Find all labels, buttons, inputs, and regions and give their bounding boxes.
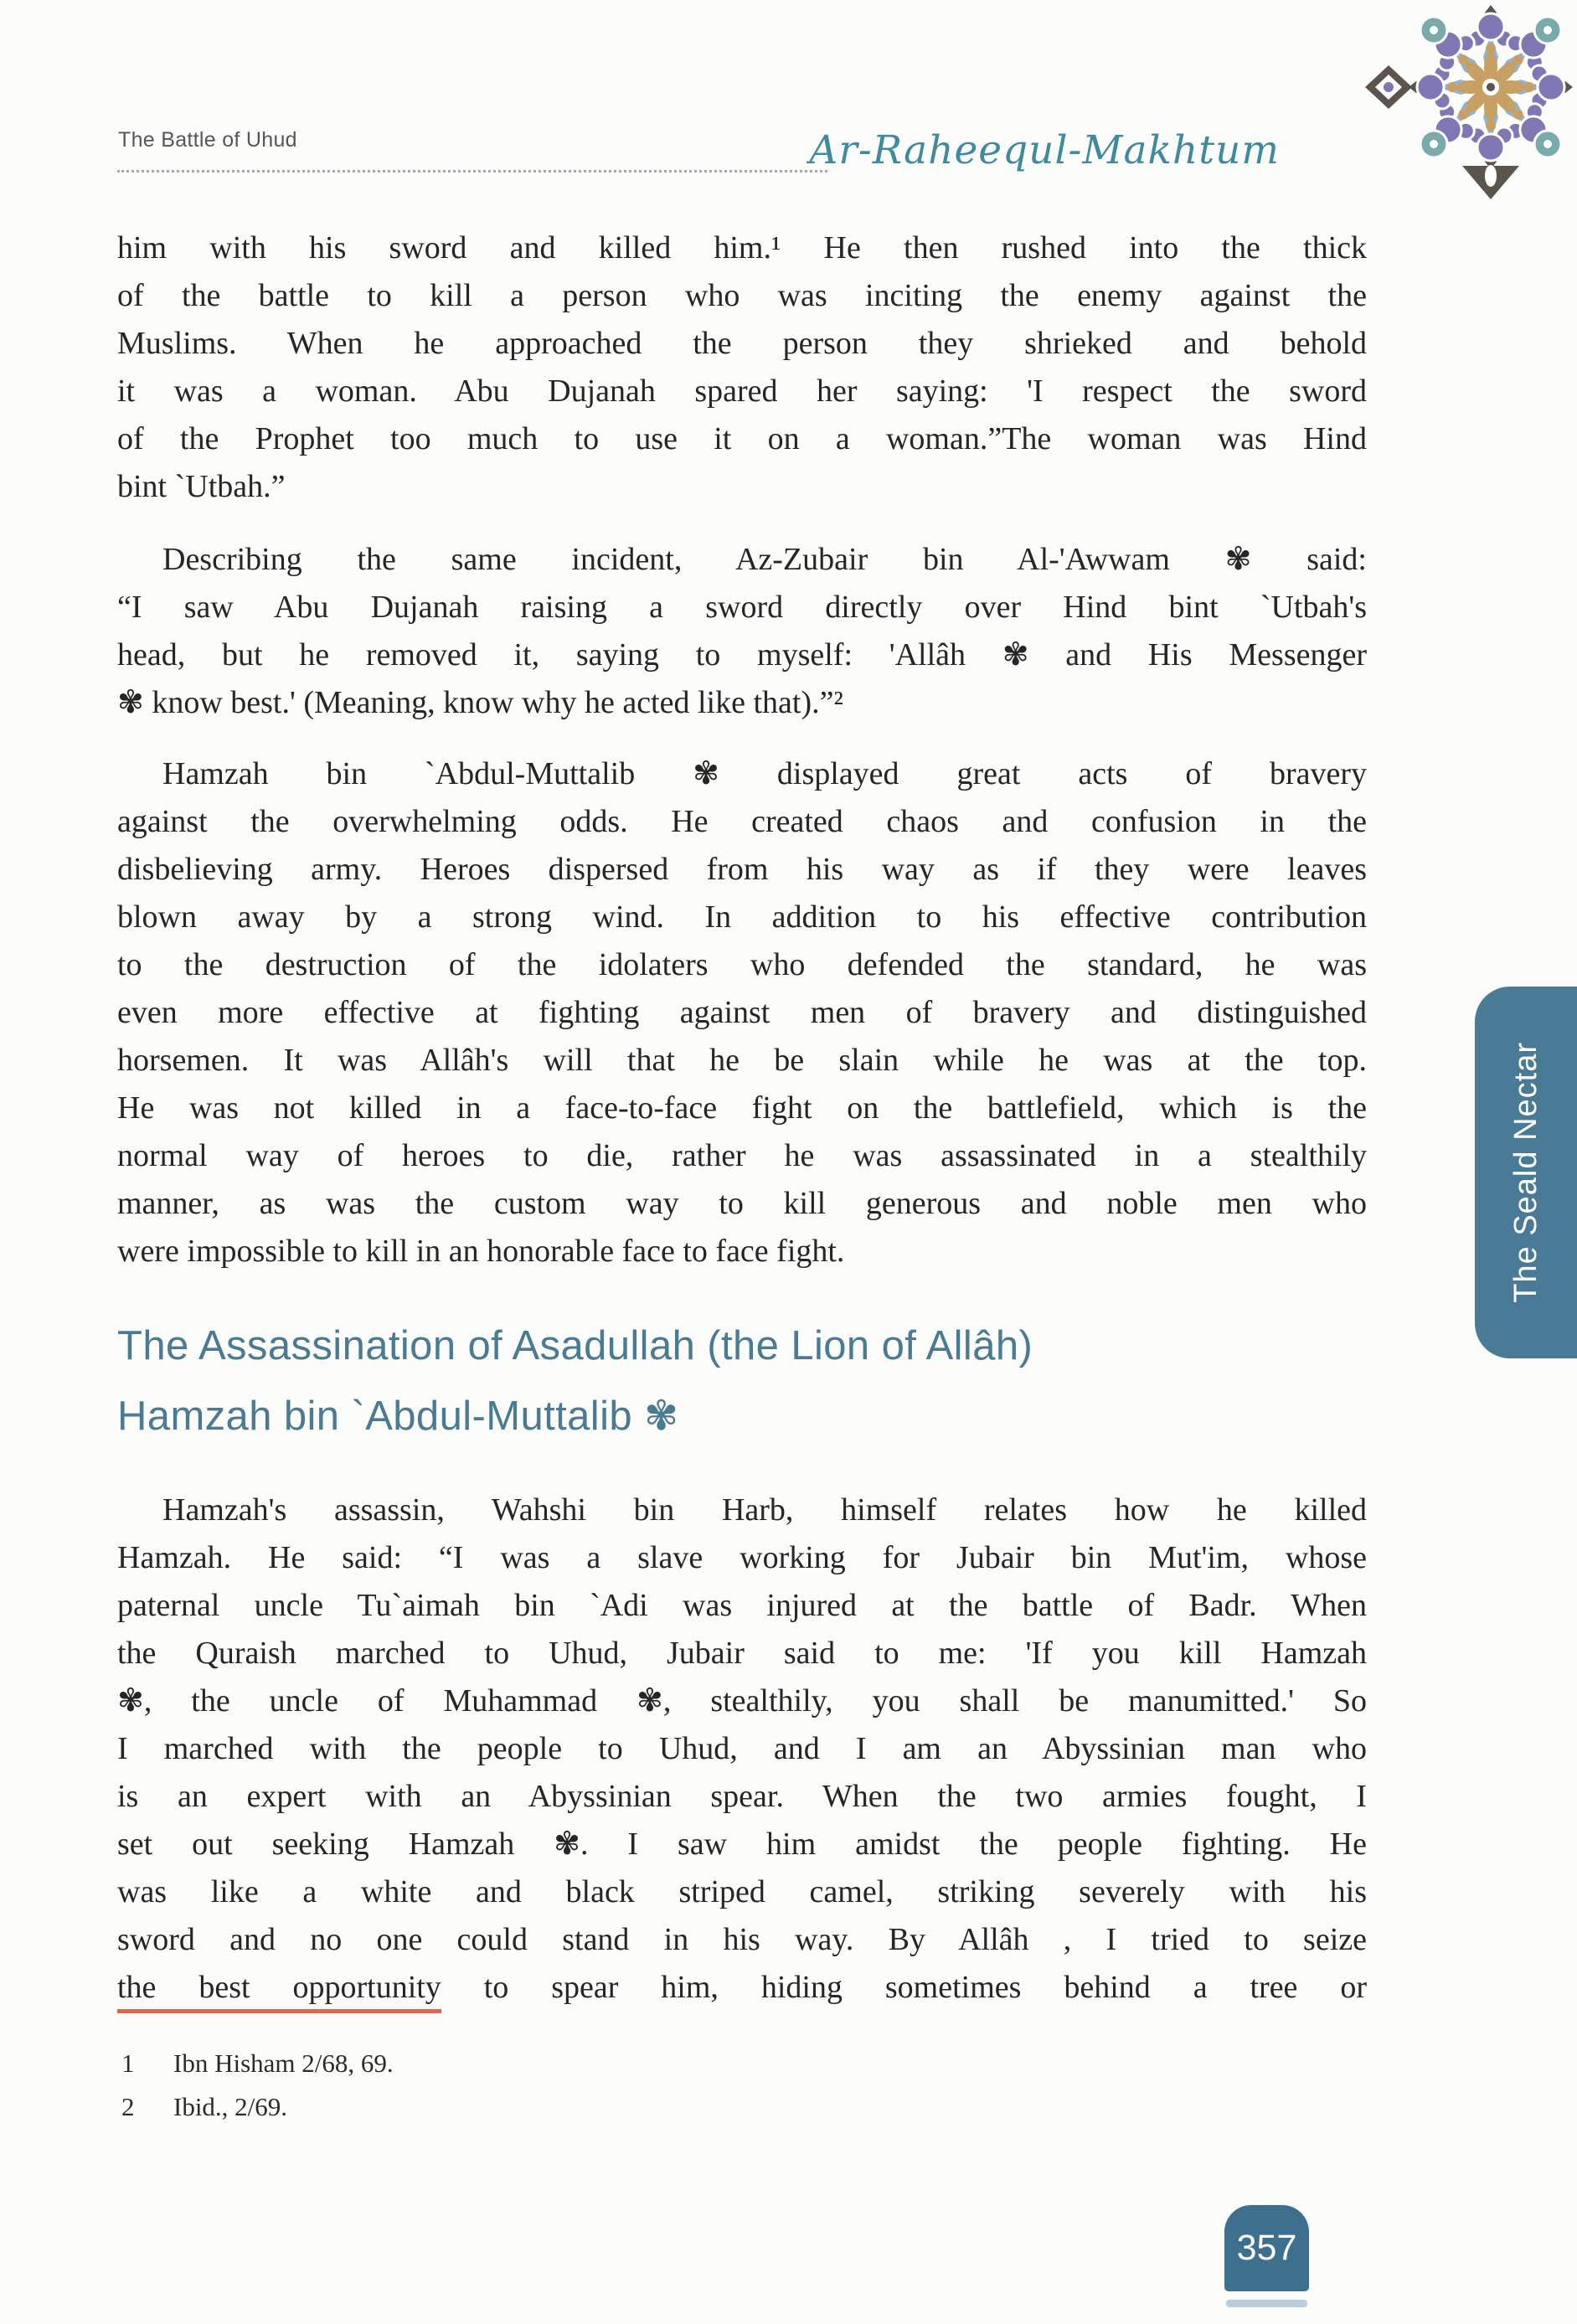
text-line: were impossible to kill in an honorable face to face fight.: [117, 1234, 845, 1269]
text-line: against the overwhelming odds. He created chaos and confusion in the: [117, 804, 1367, 839]
text-line: the Quraish marched to Uhud, Jubair said to me: 'If you kill Hamzah: [117, 1636, 1367, 1671]
text-line: I marched with the people to Uhud, and I am an Abyssinian man who: [117, 1731, 1367, 1766]
text-line: normal way of heroes to die, rather he was assassinated in a stealthily: [117, 1138, 1367, 1173]
footnote-number: 2: [121, 2092, 135, 2121]
text-line: bint `Utbah.”: [117, 469, 286, 504]
text-line: to the destruction of the idolaters who defended the standard, he was: [117, 947, 1367, 982]
section-heading: [117, 1311, 1367, 1451]
islamic-ornament-icon: [1365, 5, 1577, 199]
text-line: [117, 1964, 1367, 2012]
text-line: horsemen. It was Allâh's will that he be slain while he was at the top.: [117, 1043, 1367, 1078]
text-line: sword and no one could stand in his way. By Allâh , I tried to seize: [117, 1922, 1367, 1957]
text-line: even more effective at fighting against men of bravery and distinguished: [117, 995, 1367, 1030]
text-line: him with his sword and killed him.¹ He then rushed into the thick: [117, 230, 1367, 265]
text-line: “I saw Abu Dujanah raising a sword directly over Hind bint `Utbah's: [117, 590, 1367, 625]
page-number-badge: 357: [1224, 2205, 1309, 2291]
text-line: Muslims. When he approached the person they shrieked and behold: [117, 326, 1367, 361]
text-line: disbelieving army. Heroes dispersed from his way as if they were leaves: [117, 852, 1367, 887]
text-line: of the Prophet too much to use it on a woman.”The woman was Hind: [117, 421, 1367, 456]
side-tab-label: The Seald Nectar: [1507, 1042, 1544, 1303]
text-line: blown away by a strong wind. In addition to his effective contribution: [117, 899, 1367, 935]
text-line: He was not killed in a face-to-face fight on the battlefield, which is the: [117, 1090, 1367, 1126]
text-line: Describing the same incident, Az-Zubair bin Al-'Awwam ✾ said:: [162, 542, 1367, 577]
text-line: Hamzah's assassin, Wahshi bin Harb, himself relates how he killed: [162, 1492, 1367, 1528]
footnotes: [121, 2042, 1043, 2129]
text-line: paternal uncle Tu`aimah bin `Adi was injured at the battle of Badr. When: [117, 1588, 1367, 1623]
dotted-rule: [117, 170, 827, 173]
red-underlined-text: the best opportunity: [117, 1970, 441, 2013]
text-run: to spear him, hiding sometimes behind a tree or: [441, 1970, 1367, 2005]
text-line: set out seeking Hamzah ✾. I saw him amidst the people fighting. He: [117, 1827, 1367, 1862]
footnote-text: Ibid., 2/69.: [173, 2092, 288, 2121]
text-line: manner, as was the custom way to kill generous and noble men who: [117, 1186, 1367, 1221]
paragraph-3: [117, 750, 1367, 1275]
text-line: Hamzah. He said: “I was a slave working for Jubair bin Mut'im, whose: [117, 1540, 1367, 1575]
text-line: was like a white and black striped camel, striking severely with his: [117, 1874, 1367, 1909]
text-line: it was a woman. Abu Dujanah spared her saying: 'I respect the sword: [117, 374, 1367, 409]
page-badge-underline: [1226, 2300, 1307, 2307]
text-line: Hamzah bin `Abdul-Muttalib ✾ displayed great acts of bravery: [162, 756, 1367, 791]
section-heading-line-2: Hamzah bin `Abdul-Muttalib ✾: [117, 1394, 679, 1439]
running-head-book-title: Ar-Raheequl-Makhtum: [809, 127, 1280, 173]
footnote-number: 1: [121, 2048, 135, 2078]
running-head-chapter: The Battle of Uhud: [118, 128, 297, 152]
text-line: head, but he removed it, saying to myself: 'Allâh ✾ and His Messenger: [117, 637, 1367, 672]
side-tab: [1475, 987, 1577, 1358]
text-line: ✾ know best.' (Meaning, know why he acted like that).”²: [117, 685, 843, 720]
text-line: of the battle to kill a person who was inciting the enemy against the: [117, 278, 1367, 313]
footnote-text: Ibn Hisham 2/68, 69.: [173, 2048, 394, 2078]
paragraph-2: [117, 536, 1367, 727]
section-heading-line-1: The Assassination of Asadullah (the Lion of Allâh): [117, 1323, 1033, 1368]
paragraph-1: [117, 224, 1367, 511]
footnote-1: [121, 2042, 1043, 2085]
text-line: is an expert with an Abyssinian spear. When the two armies fought, I: [117, 1779, 1367, 1814]
footnote-2: [121, 2085, 1043, 2129]
text-line: ✾, the uncle of Muhammad ✾, stealthily, you shall be manumitted.' So: [117, 1683, 1367, 1719]
paragraph-4: [117, 1487, 1367, 1964]
